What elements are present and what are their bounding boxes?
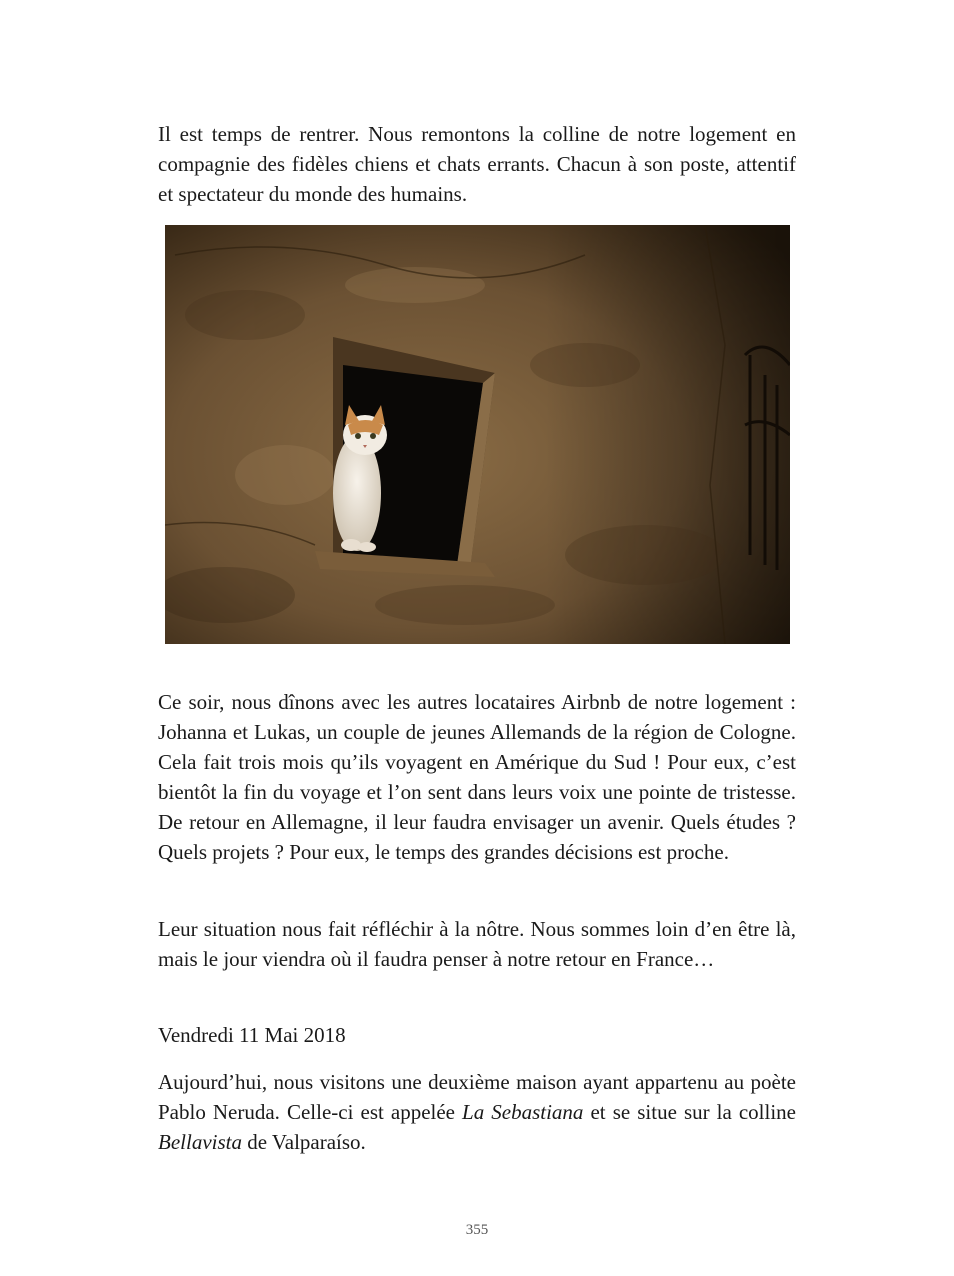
paragraph-2: Ce soir, nous dînons avec les autres locataires Airbnb de notre logement : Johanna et Lukas, un couple de jeunes Allemands de la région de Cologne. Cela fait trois mois qu’ils voyagent en Amérique du Sud ! Pour eux, c’est bientôt la fin du voyage et l’on sent dans leurs voix une pointe de tristesse. De retour en Allemagne, il leur faudra envisager un avenir. Quels études ? Quels projets ? Pour eux, le temps des grandes décisions est proche. <box>158 690 796 864</box>
paragraph-4-part-3: de Valparaíso. <box>241 1130 366 1154</box>
cat-window-illustration <box>165 225 790 644</box>
paragraph-4 <box>158 1067 796 1157</box>
hill-name-bellavista: Bellavista <box>158 1130 242 1154</box>
paragraph-1: Il est temps de rentrer. Nous remontons la colline de notre logement en compagnie des fidèles chiens et chats errants. Chacun à son poste, attentif et spectateur du monde des humains. <box>158 122 796 206</box>
page-number: 355 <box>465 1222 489 1238</box>
paragraph-4-part-2: et se situe sur la colline <box>583 1100 797 1124</box>
photo-cat-in-window <box>165 225 790 644</box>
date-heading: Vendredi 11 Mai 2018 <box>158 1023 346 1047</box>
paragraph-3: Leur situation nous fait réfléchir à la nôtre. Nous sommes loin d’en être là, mais le jour viendra où il faudra penser à notre retour en France… <box>158 917 796 971</box>
house-name-la-sebastiana: La Sebastiana <box>462 1100 584 1124</box>
paragraph-4-part-1: Aujourd’hui, nous visitons une deuxième maison ayant appartenu au poète Pablo Neruda. Celle-ci est appelée <box>158 1070 796 1124</box>
